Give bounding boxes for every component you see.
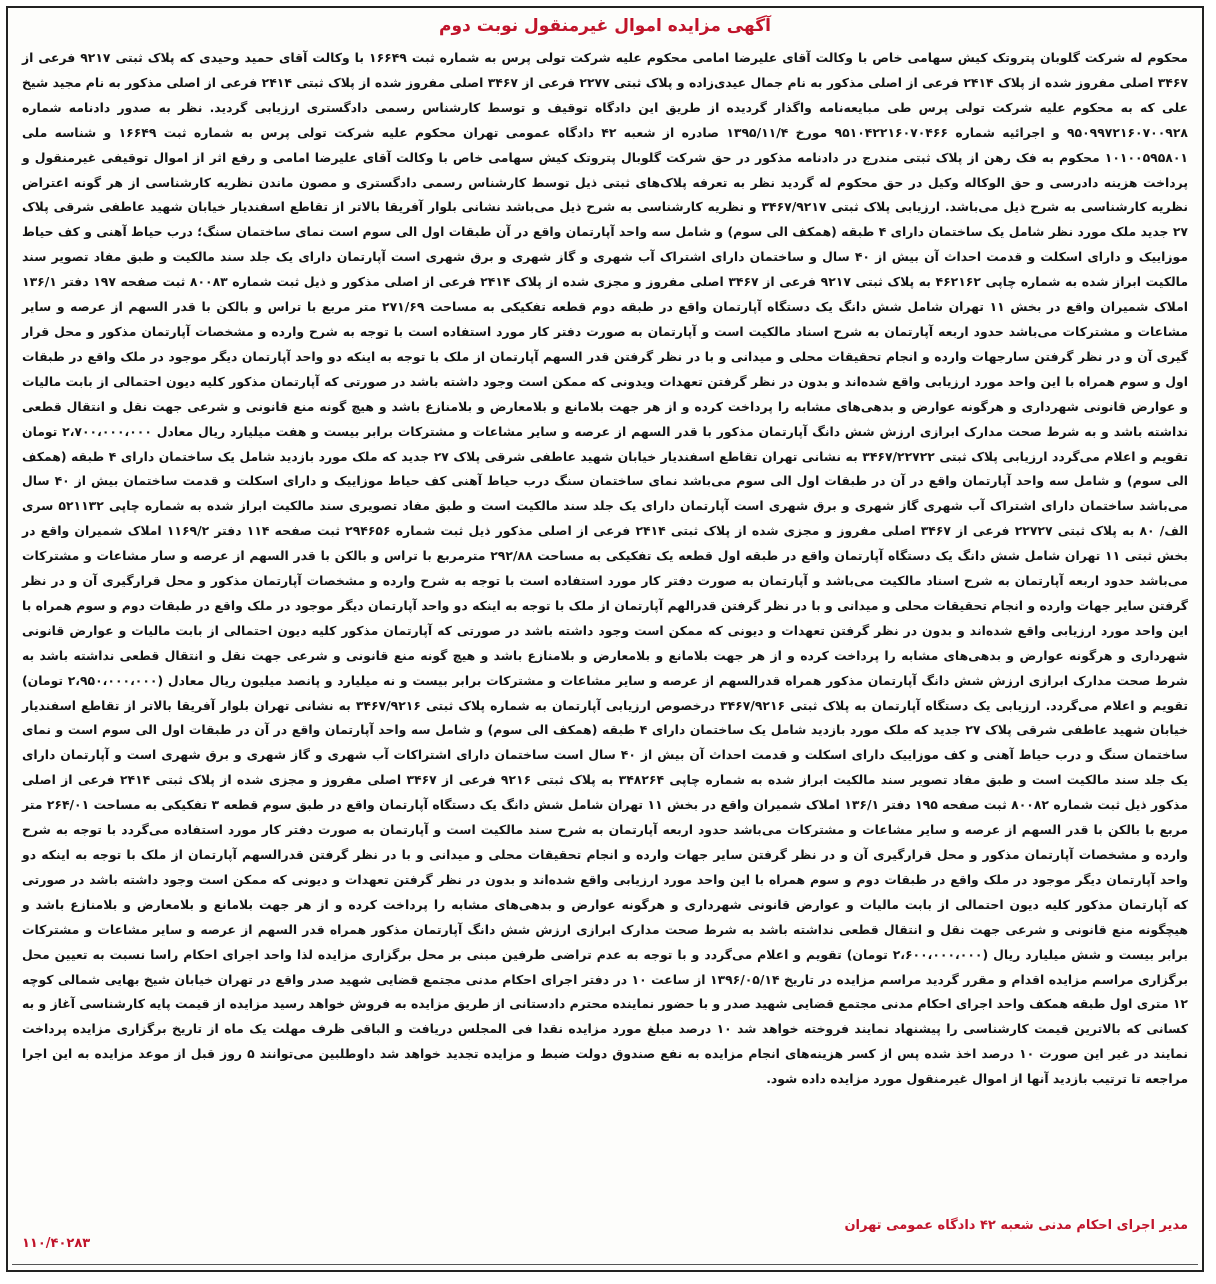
notice-body: محکوم له شرکت گلوبان پتروتک کیش سهامی خاص با وکالت آقای علیرضا امامی محکوم علیه شرکت تولی پرس به شماره ثبت ۱۶۶۴۹ با وکالت آقای حمید وحیدی که پلاک ثبتی ۹۲۱۷ فرعی از ۳۴۶۷ اصلی مفروز شده از پلاک ۲۴۱۴ فرعی از اصلی مذکور به نام جمال عیدی‌زاده و پلاک ثبتی ۲۲۷۷ فرعی از ۳۴۶۷ اصلی مفروز شده از پلاک ثبتی ۲۴۱۴ فرعی از اصلی مذکور به نام مجید شیخ علی که به محکوم علیه شرکت تولی پرس طی مبایعه‌نامه واگذار گردیده از طریق این دادگاه توقیف و توسط کارشناس رسمی دادگستری ارزیابی گردید. نظر به صدور دادنامه شماره ۹۵۰۹۹۷۲۱۶۰۷۰۰۹۲۸ و اجرائیه شماره ۹۵۱۰۴۲۲۱۶۰۷۰۴۶۶ مورخ ۱۳۹۵/۱۱/۴ صادره از شعبه ۴۲ دادگاه عمومی تهران محکوم علیه شرکت تولی پرس به شماره ثبت ۱۶۶۴۹ و شناسه ملی ۱۰۱۰۰۵۹۵۸۰۱ محکوم به فک رهن از پلاک ثبتی مندرج در دادنامه مذکور در حق شرکت گلوبال پتروتک کیش سهامی خاص با وکالت آقای علیرضا امامی و رفع اثر از اموال توقیفی غیرمنقول و پرداخت هزینه دادرسی و حق الوکاله وکیل در حق محکوم له گردید نظر به تعرفه پلاک‌های ثبتی ذیل توسط کارشناس رسمی دادگستری و مصون ماندن نظریه کارشناسی از هر گونه اعتراض نظریه کارشناسی به شرح ذیل می‌باشد. ارزیابی پلاک ثبتی ۳۴۶۷/۹۲۱۷ و نظریه کارشناسی به شرح ذیل می‌باشد نشانی بلوار آفریقا بالاتر از تقاطع اسفندیار خیابان شهید عاطفی شرقی پلاک ۲۷ جدید ملک مورد نظر شامل یک ساختمان دارای ۴ طبقه (همکف الی سوم) و شامل سه واحد آپارتمان واقع در آن طبقات اول الی سوم است نمای ساختمان سنگ؛ درب حیاط آهنی و کف حیاط موزاییک و دارای اسکلت و قدمت احداث آن بیش از ۴۰ سال و ساختمان دارای اشتراک آب شهری و گاز شهری و برق شهری است آپارتمان دارای یک جلد سند مالکیت و طبق مفاد تصویر سند مالکیت ابراز شده به شماره چاپی ۴۶۲۱۶۲ به پلاک ثبتی ۹۲۱۷ فرعی از ۳۴۶۷ اصلی مفروز و مجزی شده از پلاک ۲۴۱۴ فرعی از اصلی مذکور و ذیل ثبت شماره ۸۰۰۸۳ ثبت صفحه ۱۹۷ دفتر ۱۳۶/۱ املاک شمیران واقع در بخش ۱۱ تهران شامل شش دانگ یک دستگاه آپارتمان واقع در طبقه دوم قطعه تفکیکی به مساحت ۲۷۱/۶۹ متر مربع با تراس و بالکن با قدر السهم از عرصه و سایر مشاعات و مشترکات می‌باشد حدود اربعه آپارتمان به شرح اسناد مالکیت است و آپارتمان به صورت دفتر کار مورد استفاده است با توجه به شرح وارده و مشخصات آپارتمان مذکور و محل قرار گیری آن و در نظر گرفتن سارجهات وارده و انجام تحقیقات محلی و میدانی و با در نظر گرفتن قدر السهم آپارتمان از ملک با توجه به اینکه دو واحد آپارتمان دیگر موجود در ملک واقع در طبقات اول و سوم همراه با این واحد مورد ارزیابی واقع شده‌اند و بدون در نظر گرفتن تعهدات ویدونی که ممکن است وجود داشته باشد در صورتی که آپارتمان مذکور کلیه دیون احتمالی از بابت مالیات و عوارض قانونی شهرداری و هرگونه عوارض و بدهی‌های مشابه را پرداخت کرده و از هر جهت بلامانع و بلامعارض و بلامنازع باشد و هیچ گونه منع قانونی و شرعی جهت نقل و انتقال قطعی نداشته باشد و به شرط صحت مدارک ابرازی ارزش شش دانگ آپارتمان مذکور با قدر السهم از عرصه و سایر مشاعات و مشترکات برابر بیست و هفت میلیارد ریال معادل ۲،۷۰۰،۰۰۰،۰۰۰ تومان تقویم و اعلام می‌گردد ارزیابی پلاک ثبتی ۳۴۶۷/۲۲۷۲۲ به نشانی تهران تقاطع اسفندیار خیابان شهید عاطفی شرقی پلاک ۲۷ جدید که ملک مورد بازدید شامل یک ساختمان دارای ۴ طبقه (همکف الی سوم) و شامل سه واحد آپارتمان واقع در آن در طبقات اول الی سوم می‌باشد نمای ساختمان سنگ درب حیاط آهنی کف حیاط موزاییک و دارای اسکلت و قدمت ساختمان بیش از ۴۰ سال می‌باشد ساختمان دارای اشتراک آب شهری گاز شهری و برق شهری است آپارتمان دارای یک جلد سند مالکیت است و طبق مفاد تصویری سند مالکیت ابراز شده به شماره چاپی ۵۲۱۱۳۲ سری الف/ ۸۰ به پلاک ثبتی ۲۲۷۲۷ فرعی از ۳۴۶۷ اصلی مفروز و مجزی شده از پلاک ثبتی ۲۴۱۴ فرعی از اصلی مذکور ذیل ثبت شماره ۲۹۴۶۵۶ ثبت صفحه ۱۱۴ دفتر ۱۱۶۹/۲ املاک شمیران واقع در بخش ثبتی ۱۱ تهران شامل شش دانگ یک دستگاه آپارتمان واقع در طبقه اول قطعه یک تفکیکی به مساحت ۲۹۲/۸۸ مترمربع با تراس و بالکن با قدر السهم از عرصه و سار مشاعات و مشترکات می‌باشد حدود اربعه آپارتمان به شرح اسناد مالکیت می‌باشد و آپارتمان به صورت دفتر کار مورد استفاده است با توجه به شرح وارده و مشخصات آپارتمان مذکور و محل قرارگیری آن و در نظر گرفتن سایر جهات وارده و انجام تحقیقات محلی و میدانی و با در نظر گرفتن قدرالهم آپارتمان از ملک با توجه به اینکه دو واحد آپارتمان دیگر موجود در ملک واقع در طبقات دوم و سوم همراه با این واحد مورد ارزیابی واقع شده‌اند و بدون در نظر گرفتن تعهدات و دیونی که ممکن است وجود داشته باشد در صورتی که آپارتمان مذکور کلیه دیون احتمالی از بابت مالیات و عوارض قانونی شهرداری و هرگونه عوارض و بدهی‌های مشابه را پرداخت کرده و از هر جهت بلامانع و بلامعارض و بلامنازع باشد و هیچ گونه منع قانونی و شرعی جهت نقل و انتقال قطعی نداشته باشد به شرط صحت مدارک ابرازی ارزش شش دانگ آپارتمان مذکور همراه قدرالسهم از عرصه و سایر مشاعات و مشترکات برابر بیست و نه میلیارد و پانصد میلیون ریال معادل (۲،۹۵۰،۰۰۰،۰۰۰ تومان) تقویم و اعلام می‌گردد. ارزیابی یک دستگاه آپارتمان به پلاک ثبتی ۳۴۶۷/۹۲۱۶ درخصوص ارزیابی آپارتمان به شماره پلاک ثبتی ۳۴۶۷/۹۲۱۶ به نشانی تهران بلوار آفریقا بالاتر از تقاطع اسفندیار خیابان شهید عاطفی شرقی پلاک ۲۷ جدید که ملک مورد بازدید شامل یک ساختمان دارای ۴ طبقه (همکف الی سوم) و شامل سه واحد آپارتمان واقع در آن در طبقات اول الی سوم است و نمای ساختمان سنگ و درب حیاط آهنی و کف موزاییک دارای اسکلت و قدمت احداث آن بیش از ۴۰ سال است ساختمان دارای اشتراکات آب شهری و گاز شهری و برق شهری است و آپارتمان دارای یک جلد سند مالکیت است و طبق مفاد تصویر سند مالکیت ابراز شده به شماره چاپی ۳۴۸۲۶۴ به پلاک ثبتی ۹۲۱۶ فرعی از ۳۴۶۷ اصلی مفروز و مجزی شده از پلاک ثبتی ۲۴۱۴ فرعی از اصلی مذکور ذیل ثبت شماره ۸۰۰۸۲ ثبت صفحه ۱۹۵ دفتر ۱۳۶/۱ املاک شمیران واقع در بخش ۱۱ تهران شامل شش دانگ یک دستگاه آپارتمان واقع در طبق سوم قطعه ۳ تفکیکی به مساحت ۲۶۴/۰۱ متر مربع با بالکن با قدر السهم از عرصه و سایر مشاعات و مشترکات می‌باشد حدود اربعه آپارتمان به شرح سند مالکیت است و آپارتمان به صورت دفتر کار مورد استفاده می‌گردد با توجه به شرح وارده و مشخصات آپارتمان مذکور و محل قرارگیری آن و در نظر گرفتن سایر جهات وارده و انجام تحقیقات محلی و میدانی و با در نظر گرفتن قدرالسهم آپارتمان از ملک با توجه به اینکه دو واحد آپارتمان دیگر موجود در ملک واقع در طبقات دوم و سوم همراه با این واحد مورد ارزیابی واقع شده‌اند و بدون در نظر گرفتن تعهدات و دیونی که ممکن است وجود داشته باشد در صورتی که آپارتمان مذکور کلیه دیون احتمالی از بابت مالیات و عوارض قانونی شهرداری و هرگونه عوارض و بدهی‌های مشابه را پرداخت کرده و از هر جهت بلامانع و بلامعارض و بلامنازع باشد و هیچگونه منع قانونی و شرعی جهت نقل و انتقال قطعی نداشته باشد به شرط صحت مدارک ابرازی ارزش شش دانگ آپارتمان مذکور همراه قدر السهم از عرصه و سایر مشاعات و مشترکات برابر بیست و شش میلیارد ریال (۲،۶۰۰،۰۰۰،۰۰۰ تومان) تقویم و اعلام می‌گردد و با توجه به عدم تراضی طرفین مبنی بر محل برگزاری مزایده لذا واحد اجرای احکام راسا نسبت به تعیین محل برگزاری مراسم مزایده اقدام و مقرر گردید مراسم مزایده در تاریخ ۱۳۹۶/۰۵/۱۴ از ساعت ۱۰ در دفتر اجرای احکام مدنی مجتمع قضایی شهید صدر واقع در تهران خیابان شیخ بهایی شمالی کوچه ۱۲ متری اول طبقه همکف واحد اجرای احکام مدنی مجتمع قضایی شهید صدر و با حضور نماینده محترم دادستانی از طریق مزایده به فروش خواهد رسید مزایده از قیمت پایه کارشناسی آغاز و به کسانی که بالاترین قیمت کارشناسی را پیشنهاد نمایند فروخته خواهد شد ۱۰ درصد مبلغ مورد مزایده نقدا فی المجلس دریافت و الباقی ظرف مهلت یک ماه از تاریخ برگزاری مزایده پرداخت نمایند در غیر این صورت ۱۰ درصد اخذ شده پس از کسر هزینه‌های انجام مزایده به نفع صندوق دولت ضبط و مزایده تجدید خواهد شد داوطلبین می‌توانند ۵ روز قبل از موعد مزایده به این اجرا مراجعه تا ترتیب بازدید آنها از اموال غیرمنقول مورد مزایده داده شود. (22, 50, 1189, 1087)
bottom-rule (12, 1264, 1198, 1268)
notice-footer (22, 1218, 1188, 1262)
notice-title: آگهی مزایده اموال غیرمنقول نوبت دوم (439, 16, 771, 36)
notice-frame (6, 6, 1204, 1272)
signature-line: مدیر اجرای احکام مدنی شعبه ۴۲ دادگاه عمومی تهران (844, 1218, 1188, 1233)
reference-number: ۱۱۰/۴۰۲۸۳ (22, 1236, 91, 1251)
